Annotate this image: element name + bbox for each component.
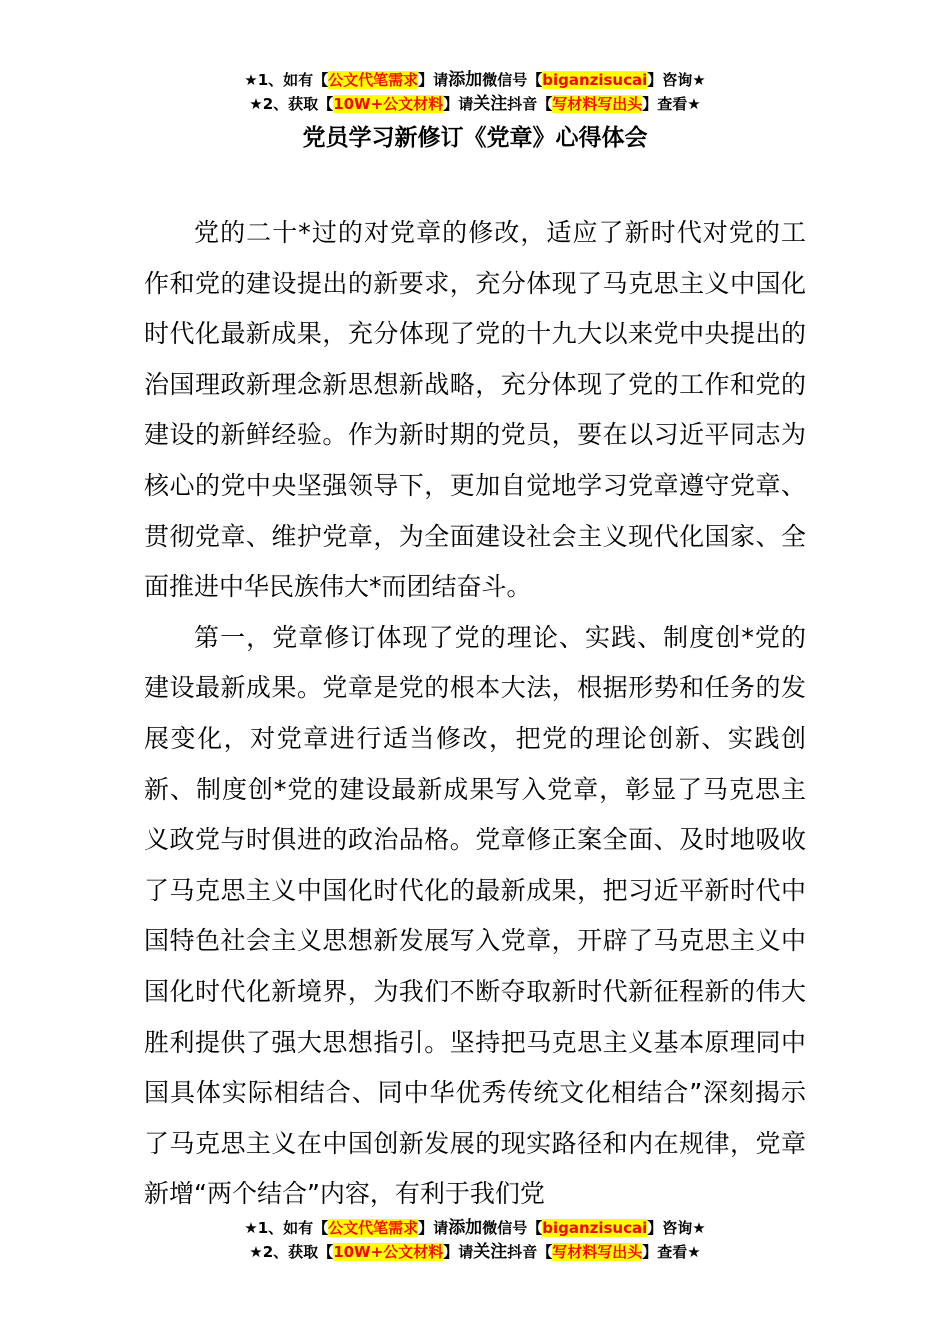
- document-title: 党员学习新修订《党章》心得体会: [302, 125, 648, 151]
- document-body: [144, 208, 806, 1220]
- highlight-wechat-id: biganzisucai: [542, 1219, 648, 1237]
- highlight-materials: 10W+公文材料: [333, 1243, 444, 1261]
- highlight-materials: 10W+公文材料: [333, 95, 444, 113]
- highlight-douyin-account: 写材料写出头: [552, 1243, 643, 1261]
- banner-line-1: ★1、如有【公文代笔需求】请添加微信号【biganzisucai】咨询★: [244, 70, 706, 90]
- highlight-ghostwriting: 公文代笔需求: [328, 1219, 419, 1237]
- banner-line-2: ★2、获取【10W+公文材料】请关注抖音【写材料写出头】查看★: [249, 1242, 701, 1262]
- banner-line-1: ★1、如有【公文代笔需求】请添加微信号【biganzisucai】咨询★: [244, 1218, 706, 1238]
- paragraph-intro: 党的二十*过的对党章的修改，适应了新时代对党的工作和党的建设提出的新要求，充分体现了马克思主义中国化时代化最新成果，充分体现了党的十九大以来党中央提出的治国理政新理念新思想新战略，充分体现了党的工作和党的建设的新鲜经验。作为新时期的党员，要在以习近平同志为核心的党中央坚强领导下，更加自觉地学习党章遵守党章、贯彻党章、维护党章，为全面建设社会主义现代化国家、全面推进中华民族伟大*而团结奋斗。: [144, 218, 806, 602]
- highlight-douyin-account: 写材料写出头: [552, 95, 643, 113]
- banner-line-2: ★2、获取【10W+公文材料】请关注抖音【写材料写出头】查看★: [249, 94, 701, 114]
- footer-banner: [0, 1216, 950, 1264]
- header-banner: [0, 68, 950, 116]
- highlight-ghostwriting: 公文代笔需求: [328, 71, 419, 89]
- highlight-wechat-id: biganzisucai: [542, 71, 648, 89]
- paragraph-first-point: 第一，党章修订体现了党的理论、实践、制度创*党的建设最新成果。党章是党的根本大法，根据形势和任务的发展变化，对党章进行适当修改，把党的理论创新、实践创新、制度创*党的建设最新成果写入党章，彰显了马克思主义政党与时俱进的政治品格。党章修正案全面、及时地吸收了马克思主义中国化时代化的最新成果，把习近平新时代中国特色社会主义思想新发展写入党章，开辟了马克思主义中国化时代化新境界，为我们不断夺取新时代新征程新的伟大胜利提供了强大思想指引。坚持把马克思主义基本原理同中国具体实际相结合、同中华优秀传统文化相结合”深刻揭示了马克思主义在中国创新发展的现实路径和内在规律，党章新增“两个结合”内容，有利于我们党: [144, 622, 806, 1209]
